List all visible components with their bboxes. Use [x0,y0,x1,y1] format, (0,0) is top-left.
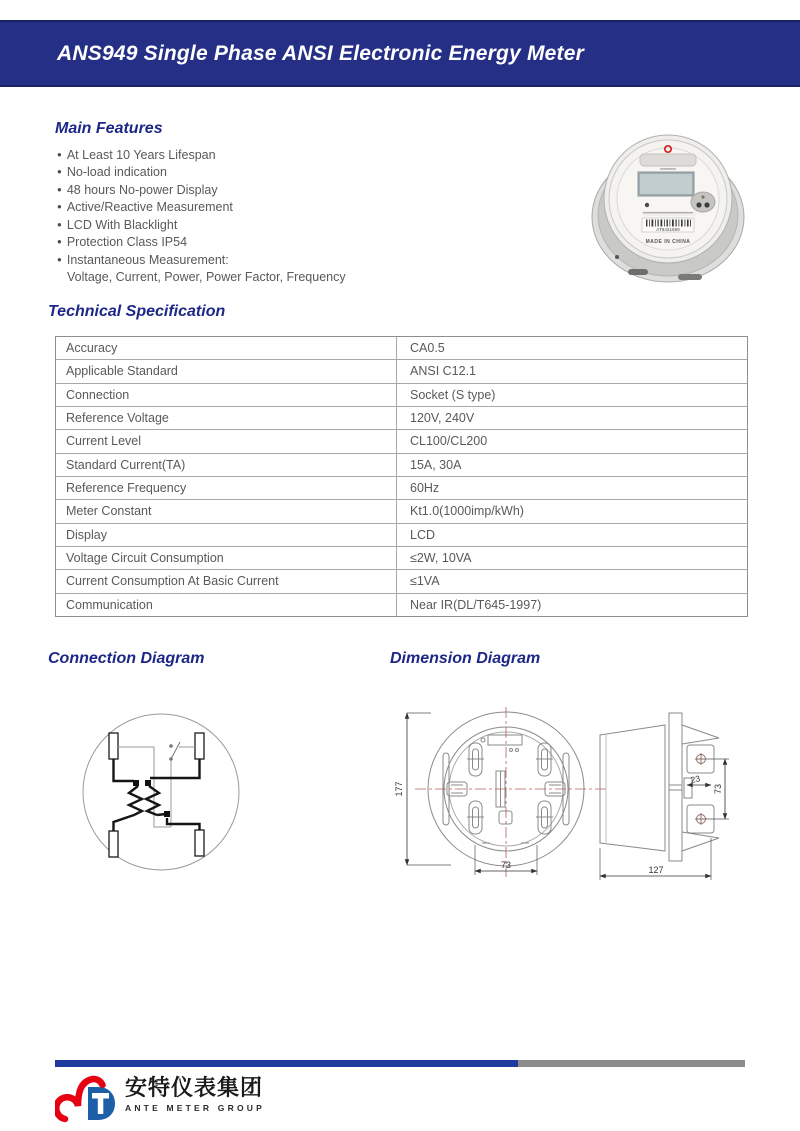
spec-label: Applicable Standard [56,360,397,382]
spec-value: LCD [410,527,436,542]
main-features-list [57,146,397,286]
spec-label: Display [56,524,397,546]
footer-bar-blue-segment [55,1060,518,1067]
spec-value: Socket (S type) [410,387,496,402]
spec-label: Meter Constant [56,500,397,522]
spec-value: 120V, 240V [410,411,475,426]
feature-text: Instantaneous Measurement: [66,252,229,267]
table-row [56,337,747,360]
bullet-icon: ● [57,167,62,177]
footer-bar-gray-segment [518,1060,745,1067]
table-row [56,384,747,407]
company-logo [55,1072,265,1126]
company-name-chinese: 安特仪表集团 [125,1075,264,1100]
page-title: ANS949 Single Phase ANSI Electronic Energy Meter [57,41,585,65]
table-row [56,594,747,616]
table-row [56,570,747,593]
spec-label: Voltage Circuit Consumption [56,547,397,569]
header-bar [0,20,800,87]
spec-label: Standard Current(TA) [56,454,397,476]
spec-value: ANSI C12.1 [410,364,477,379]
spec-value: CA0.5 [410,341,445,356]
dim-terminal-spacing: 73 [713,783,723,795]
feature-text: Active/Reactive Measurement [66,200,233,215]
table-row [56,500,747,523]
bullet-icon: ● [57,202,62,212]
spec-table [55,336,748,617]
table-row [56,430,747,453]
spec-value: ≤1VA [410,574,440,589]
spec-label: Reference Voltage [56,407,397,429]
dim-overall-height: 177 [394,781,404,797]
connection-diagram-drawing [50,703,270,885]
feature-text: No-load indication [66,165,167,180]
list-item [57,181,397,199]
list-item [57,199,397,217]
spec-value: Near IR(DL/T645-1997) [410,597,542,612]
optical-port [691,192,715,212]
dim-terminal-offset: 23 [689,773,702,785]
dim-base-width: 73 [500,860,512,870]
spec-value: Kt1.0(1000imp/kWh) [410,504,524,519]
table-row [56,407,747,430]
feature-text: Protection Class IP54 [66,235,188,250]
spec-value: ≤2W, 10VA [410,551,472,566]
product-photo-energy-meter [590,127,750,285]
company-name-block [125,1076,265,1113]
spec-label: Communication [56,594,397,616]
main-features-heading: Main Features [55,120,163,137]
spec-label: Current Level [56,430,397,452]
feature-continuation: Voltage, Current, Power, Power Factor, Frequency [67,270,346,285]
spec-value: 60Hz [410,481,440,496]
bullet-icon: ● [57,237,62,247]
bullet-icon: ● [57,184,62,194]
bullet-icon: ● [57,219,62,229]
spec-label: Connection [56,384,397,406]
bullet-icon: ● [57,149,62,159]
dimension-diagram-heading: Dimension Diagram [390,650,541,667]
company-name-english: ANTE METER GROUP [125,1103,265,1114]
spec-value: 15A, 30A [410,457,462,472]
ante-logo-icon [55,1072,119,1126]
table-row [56,454,747,477]
list-item [57,234,397,252]
list-item [57,251,397,269]
connection-diagram-heading: Connection Diagram [48,650,205,667]
table-row [56,524,747,547]
footer-divider-bar [55,1060,745,1067]
feature-text: 48 hours No-power Display [66,182,218,197]
list-item [57,146,397,164]
table-row [56,547,747,570]
feature-text: At Least 10 Years Lifespan [66,147,216,162]
dimension-diagram-drawing [393,693,773,893]
spec-label: Accuracy [56,337,397,359]
table-row [56,360,747,383]
meter-serial: AT9431669 [656,227,680,232]
list-item [57,216,397,234]
spec-label: Reference Frequency [56,477,397,499]
list-item [57,164,397,182]
table-row [56,477,747,500]
meter-origin-text: MADE IN CHINA [645,239,691,245]
tech-spec-heading: Technical Specification [48,303,226,320]
bullet-icon: ● [57,254,62,264]
spec-value: CL100/CL200 [410,434,488,449]
dim-depth: 127 [648,865,664,875]
spec-label: Current Consumption At Basic Current [56,570,397,592]
feature-text: LCD With Blacklight [66,217,178,232]
